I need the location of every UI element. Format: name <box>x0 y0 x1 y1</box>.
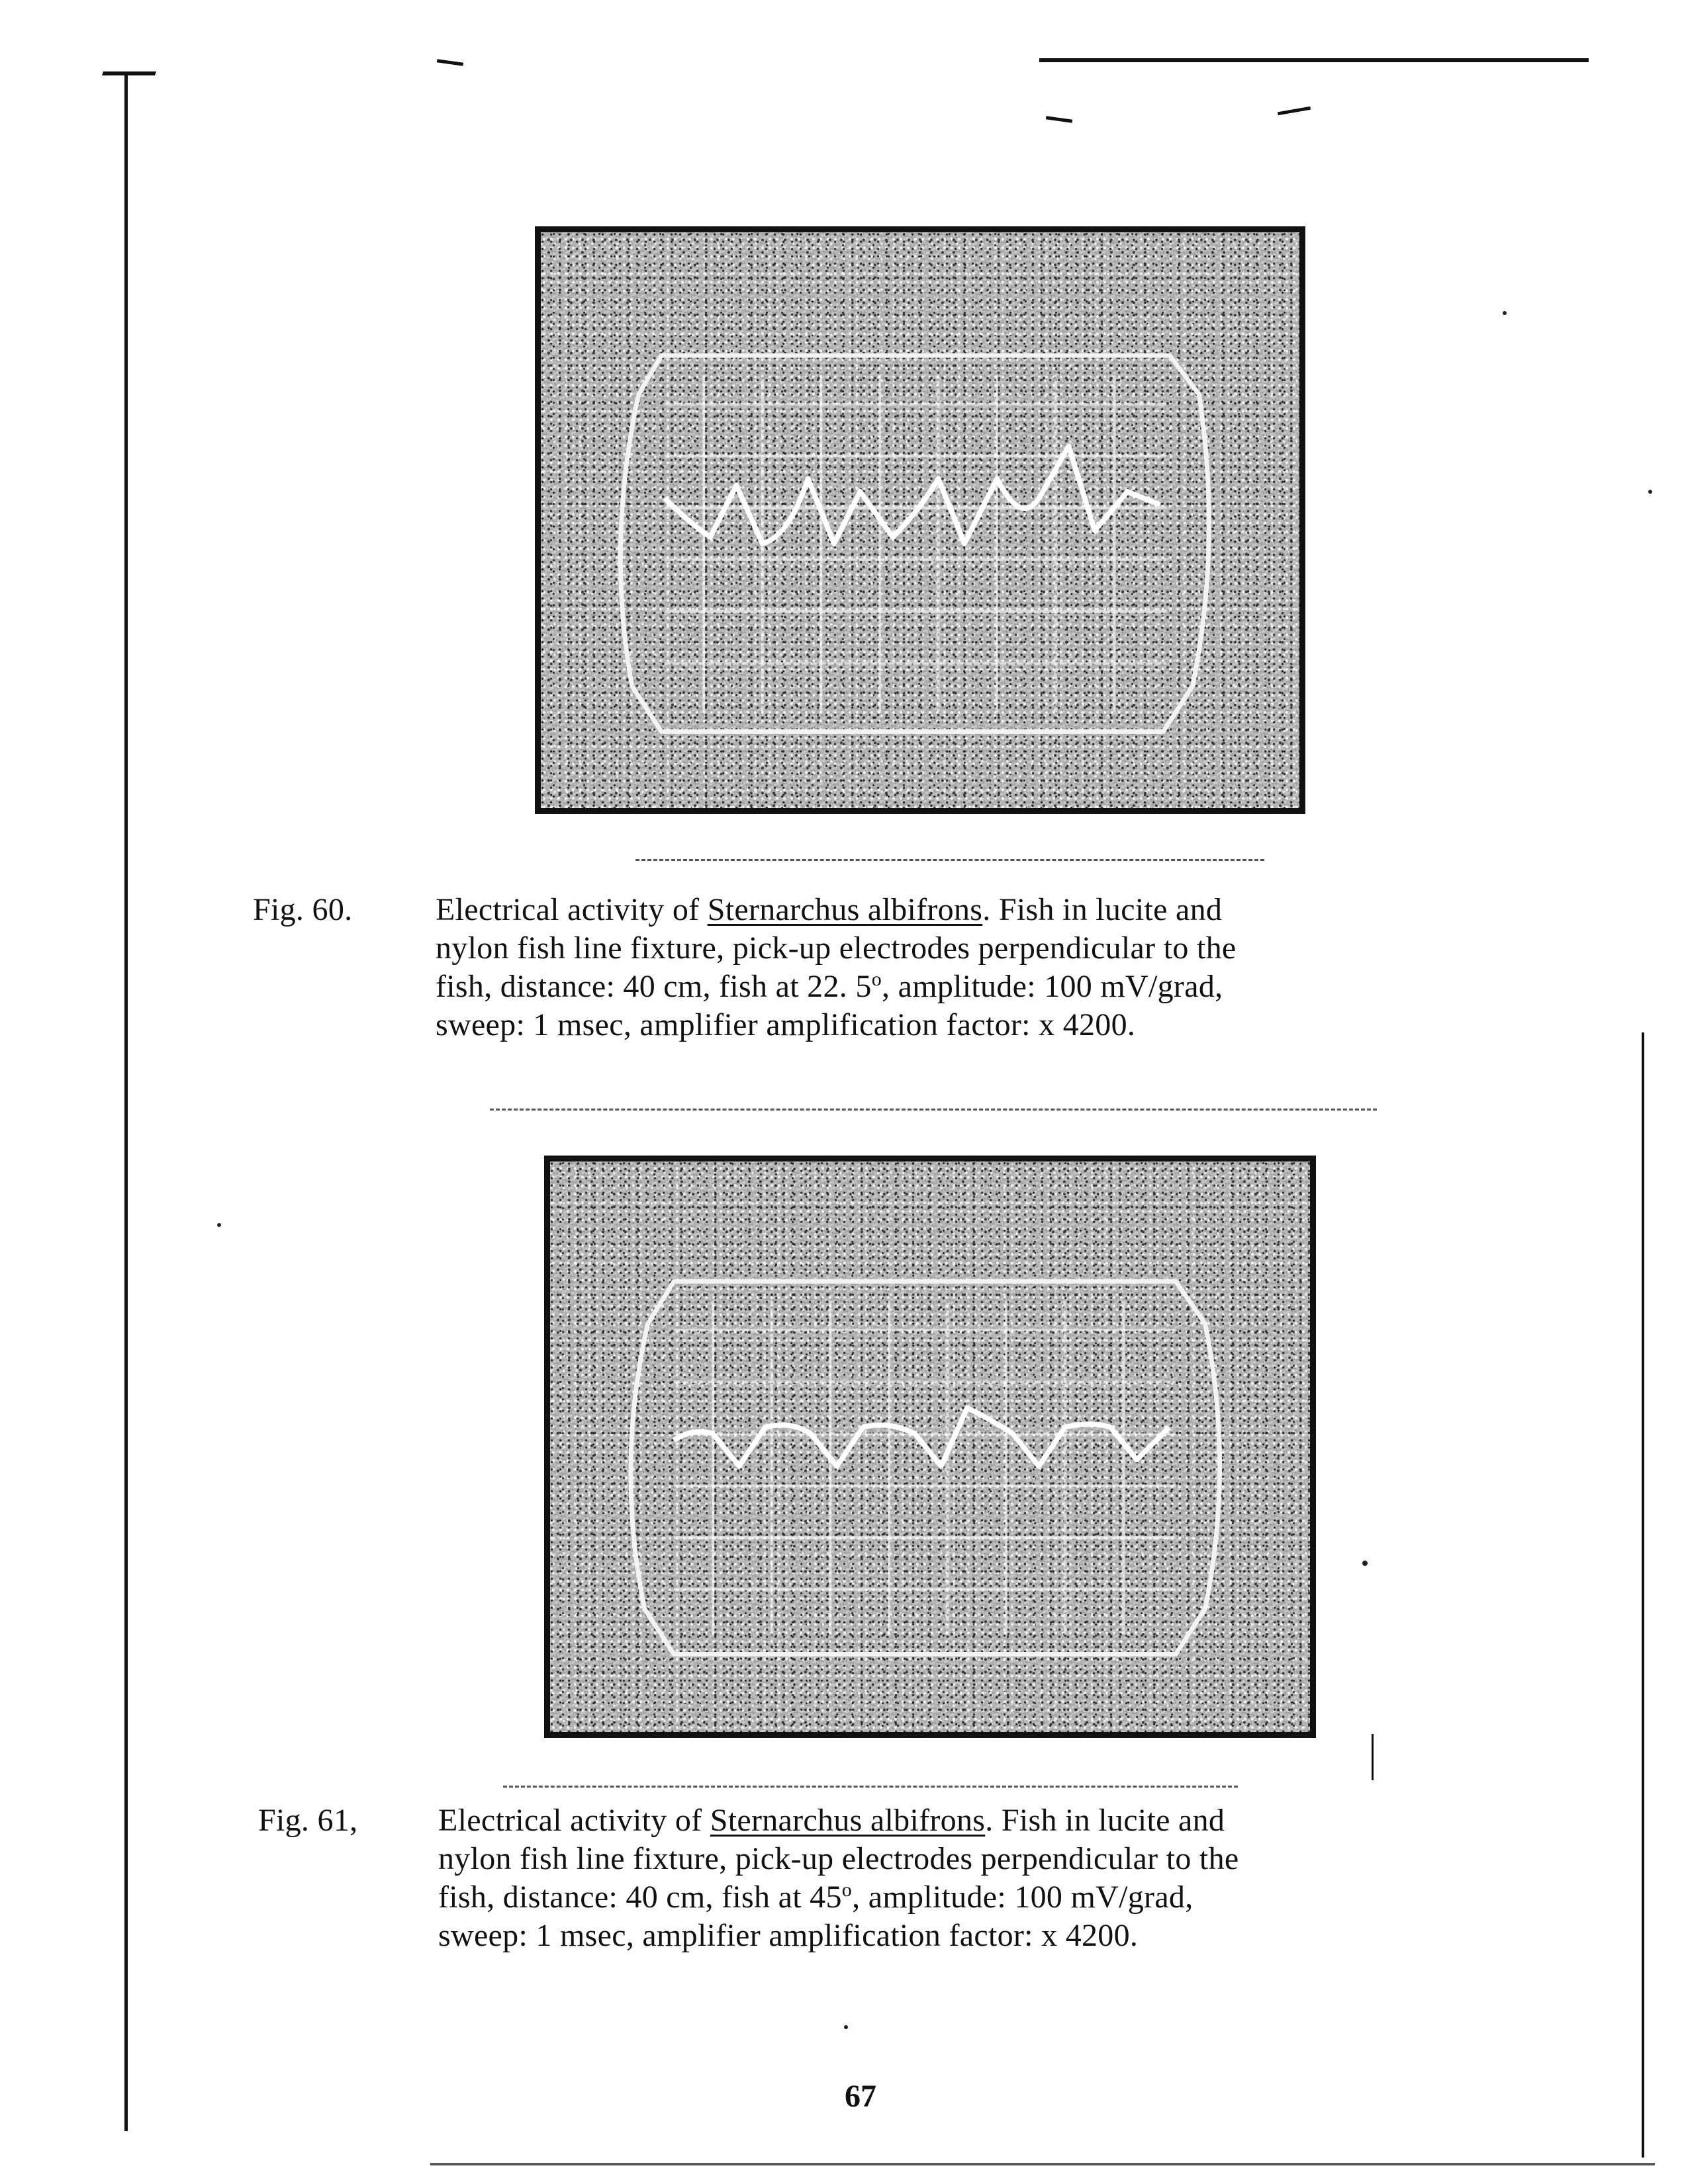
top-mark-1 <box>437 59 463 66</box>
speck <box>1648 490 1652 494</box>
figure-label: Fig. 60. <box>253 892 353 927</box>
figure-label: Fig. 61, <box>258 1803 358 1838</box>
small-vertical-mark <box>1372 1734 1374 1780</box>
waveform-trace <box>665 446 1160 543</box>
speck <box>1362 1561 1368 1566</box>
waveform-trace <box>674 1408 1169 1466</box>
caption-text <box>436 891 1236 1044</box>
speck <box>844 2025 848 2029</box>
speck <box>217 1223 221 1227</box>
figure-caption-fig60 <box>253 891 1577 1050</box>
figure-caption-fig61 <box>258 1801 1582 1960</box>
oscilloscope-photo-fig60 <box>535 226 1305 814</box>
caption-line: fish, distance: 40 cm, fish at 45$^o$, amplitude: 100 mV/grad, <box>438 1879 1193 1915</box>
caption-line: sweep: 1 msec, amplifier amplification factor: x 4200. <box>436 1007 1136 1042</box>
caption-line: sweep: 1 msec, amplifier amplification factor: x 4200. <box>438 1918 1139 1953</box>
top-mark-2 <box>1046 116 1072 123</box>
top-edge-line <box>1039 58 1589 62</box>
caption-line: nylon fish line fixture, pick-up electrodes perpendicular to the <box>436 931 1237 966</box>
bottom-edge-line <box>430 2163 1655 2165</box>
scope-graticule <box>665 375 1166 712</box>
caption-line: fish, distance: 40 cm, fish at 22. 5$^o$, amplitude: 100 mV/grad, <box>436 968 1223 1004</box>
scope-screen-fig60 <box>541 232 1299 808</box>
caption-text <box>438 1801 1239 1955</box>
top-mark-3 <box>1278 107 1311 116</box>
scope-screen-fig61 <box>550 1161 1310 1732</box>
right-edge-line <box>1642 1032 1644 2158</box>
scope-graticule <box>674 1301 1176 1635</box>
scope-bezel-outline <box>631 1281 1220 1654</box>
oscilloscope-photo-fig61 <box>544 1156 1316 1738</box>
divider-dashes-3 <box>503 1786 1238 1788</box>
species-name: Sternarchus albifrons <box>710 1803 986 1838</box>
divider-dashes-2 <box>490 1109 1377 1111</box>
binding-edge-tick <box>102 71 156 75</box>
scope-bezel-outline <box>620 355 1209 731</box>
speck <box>1503 311 1507 315</box>
caption-line: nylon fish line fixture, pick-up electrodes perpendicular to the <box>438 1841 1239 1876</box>
caption-line: Electrical activity of Sternarchus albifrons. Fish in lucite and <box>438 1803 1225 1838</box>
binding-edge-line <box>124 73 128 2131</box>
species-name: Sternarchus albifrons <box>707 892 983 927</box>
page-number: 67 <box>845 2079 876 2114</box>
divider-dashes-1 <box>635 859 1264 861</box>
caption-line: Electrical activity of Sternarchus albifrons. Fish in lucite and <box>436 892 1223 927</box>
